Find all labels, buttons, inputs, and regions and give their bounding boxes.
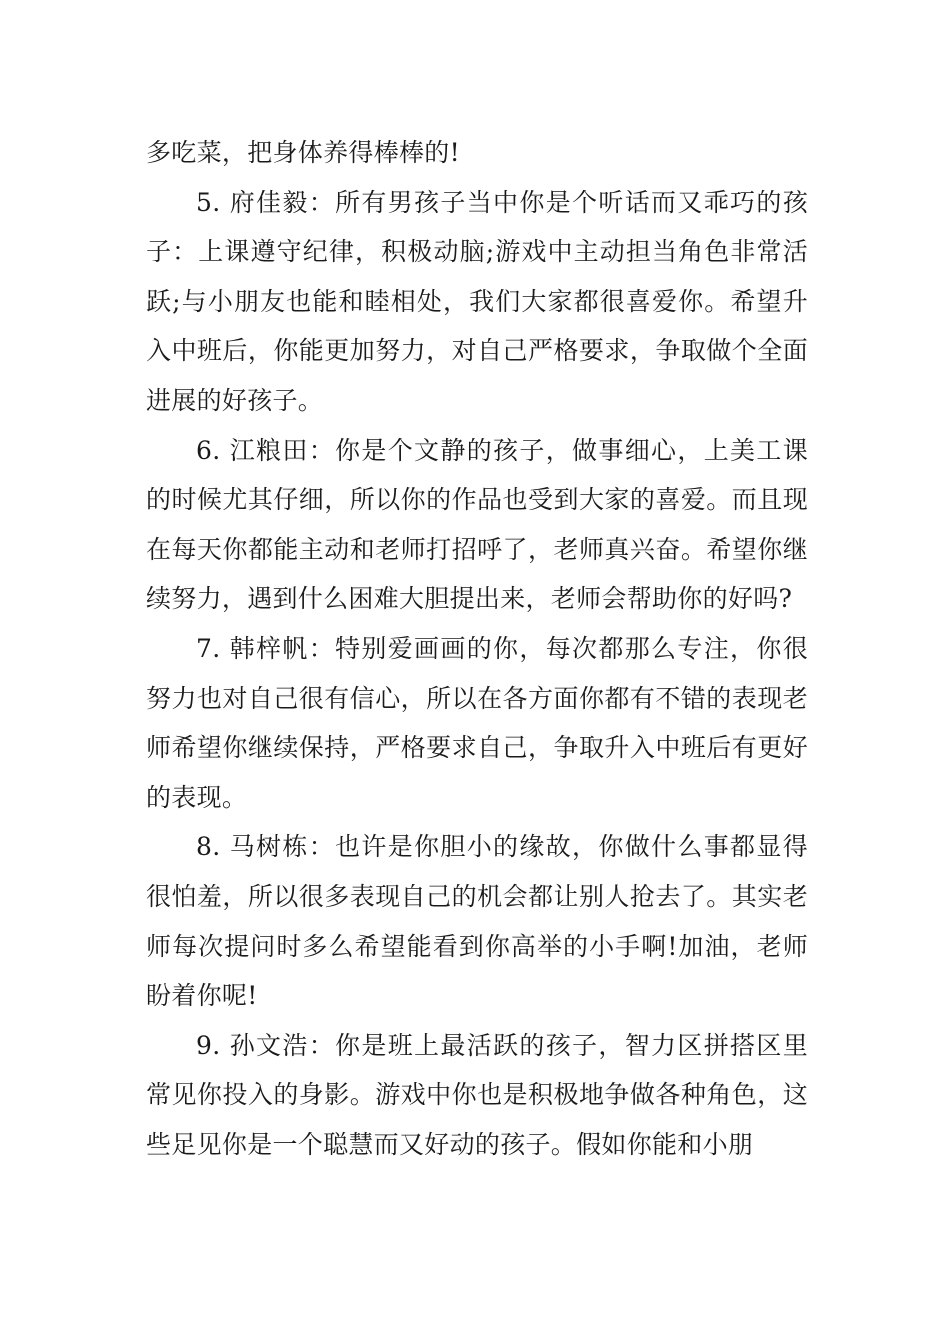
paragraph-item-8: 8. 马树栋：也许是你胆小的缘故，你做什么事都显得很怕羞，所以很多表现自己的机会都让别人抢去了。其实老师每次提问时多么希望能看到你高举的小手啊!加油，老师盼着你呢! — [146, 832, 808, 1011]
paragraph-continuation: 多吃菜，把身体养得棒棒的! — [146, 138, 460, 167]
paragraph-item-9: 9. 孙文浩：你是班上最活跃的孩子，智力区拼搭区里常见你投入的身影。游戏中你也是积极地争做各种角色，这些足见你是一个聪慧而又好动的孩子。假如你能和小朋 — [146, 1030, 808, 1159]
paragraph-item-6: 6. 江粮田：你是个文静的孩子，做事细心，上美工课的时候尤其仔细，所以你的作品也受到大家的喜爱。而且现在每天你都能主动和老师打招呼了，老师真兴奋。希望你继续努力，遇到什么困难大胆提出来，老师会帮助你的好吗? — [146, 435, 808, 614]
paragraph-item-5: 5. 府佳毅：所有男孩子当中你是个听话而又乖巧的孩子：上课遵守纪律，积极动脑;游戏中主动担当角色非常活跃;与小朋友也能和睦相处，我们大家都很喜爱你。希望升入中班后，你能更加努力，对自己严格要求，争取做个全面进展的好孩子。 — [146, 187, 808, 415]
paragraph-item-7: 7. 韩梓帆：特别爱画画的你，每次都那么专注，你很努力也对自己很有信心，所以在各方面你都有不错的表现老师希望你继续保持，严格要求自己，争取升入中班后有更好的表现。 — [146, 633, 808, 812]
document-body — [146, 128, 808, 1169]
